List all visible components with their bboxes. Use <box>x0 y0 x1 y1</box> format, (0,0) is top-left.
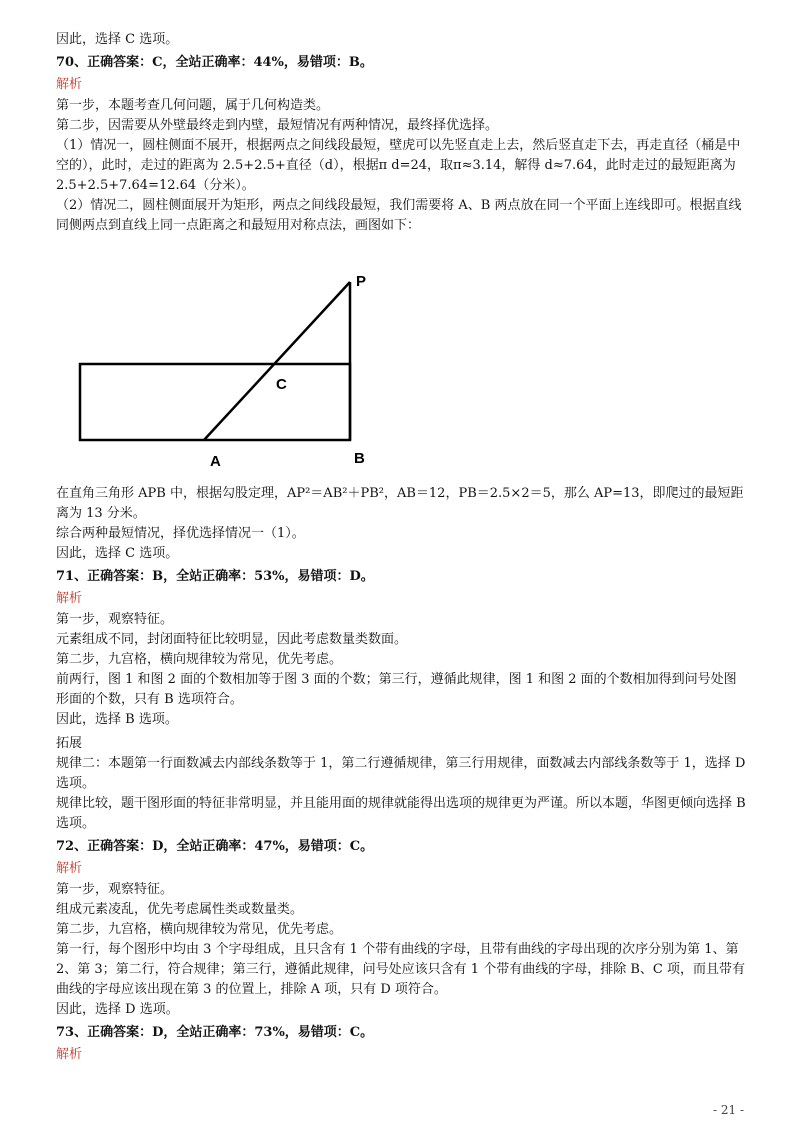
analysis-heading: 解析 <box>56 861 83 876</box>
analysis-heading: 解析 <box>56 591 83 606</box>
text-line: （2）情况二，圆柱侧面展开为矩形，两点之间线段最短，我们需要将 A、B 两点放在同一个平面上连线即可。根据直线同侧两点到直线上同一点距离之和最短用对称点法，画图如下： <box>56 198 742 233</box>
text-line: 第二步，九宫格，横向规律较为常见，优先考虑。 <box>56 652 343 667</box>
text-line: 元素组成不同，封闭面特征比较明显，因此考虑数量类数面。 <box>56 632 408 647</box>
answer-line-71: 71、正确答案：B，全站正确率：53%，易错项：D。 <box>56 569 374 584</box>
geometry-figure <box>70 268 380 478</box>
label-b: B <box>354 450 365 467</box>
text-line: 第二步，九宫格，横向规律较为常见，优先考虑。 <box>56 922 343 937</box>
segment-ap <box>204 282 350 440</box>
extension-heading: 拓展 <box>56 736 83 751</box>
text-line: 规律比较，题干图形面的特征非常明显，并且能用面的规律就能得出选项的规律更为严谨。所以本题，华图更倾向选择 B 选项。 <box>56 796 746 831</box>
answer-line-73: 73、正确答案：D，全站正确率：73%，易错项：C。 <box>56 1025 374 1040</box>
text-line: 第一行，每个图形中均由 3 个字母组成，且只含有 1 个带有曲线的字母，且带有曲线的字母出现的次序分别为第 1、第 2、第 3；第二行，符合规律；第三行，遵循此规律，问号处应该只含有 1 个带有曲线的字母，排除 B、C 项，而且带有曲线的字母应该出现在第 3 的位置上，排除 A 项，只有 D 项符合。 <box>56 942 745 997</box>
text-line: 组成元素凌乱，优先考虑属性类或数量类。 <box>56 902 304 917</box>
text-line: 在直角三角形 APB 中，根据勾股定理，AP²＝AB²＋PB²，AB＝12，PB＝2.5×2＝5，那么 AP=13，即爬过的最短距离为 13 分米。 <box>56 486 744 521</box>
label-c: C <box>276 376 287 393</box>
label-p: P <box>356 273 367 290</box>
text-line: 因此，选择 C 选项。 <box>56 546 179 561</box>
label-a: A <box>210 453 221 470</box>
text-line: 第一步，本题考查几何问题，属于几何构造类。 <box>56 98 330 113</box>
page-number: - 21 - <box>712 1103 744 1117</box>
answer-line-72: 72、正确答案：D，全站正确率：47%，易错项：C。 <box>56 839 374 854</box>
analysis-heading: 解析 <box>56 1047 83 1062</box>
text-line: 综合两种最短情况，择优选择情况一（1）。 <box>56 526 305 541</box>
text-line: 第二步，因需要从外壁最终走到内壁，最短情况有两种情况，最终择优选择。 <box>56 118 499 133</box>
text-line: （1）情况一，圆柱侧面不展开，根据两点之间线段最短，壁虎可以先竖直走上去，然后竖直走下去，再走直径（桶是中空的），此时，走过的距离为 2.5+2.5+直径（d），根据π d=24，取π≈3.14，解得 d≈7.64，此时走过的最短距离为 2.5+2.5+7.64=12.64（分米）。 <box>56 138 741 193</box>
text-line: 规律二：本题第一行面数减去内部线条数等于 1，第二行遵循规律，第三行用规律，面数减去内部线条数等于 1，选择 D 选项。 <box>56 756 746 791</box>
analysis-heading: 解析 <box>56 77 83 92</box>
document-body <box>56 30 746 1066</box>
text-line: 因此，选择 B 选项。 <box>56 712 178 727</box>
text-line: 因此，选择 D 选项。 <box>56 1002 179 1017</box>
text-line: 前两行，图 1 和图 2 面的个数相加等于图 3 面的个数；第三行，遵循此规律，图 1 和图 2 面的个数相加得到问号处图形面的个数，只有 B 选项符合。 <box>56 672 737 707</box>
text-line: 因此，选择 C 选项。 <box>56 32 179 47</box>
text-line: 第一步，观察特征。 <box>56 612 174 627</box>
text-line: 第一步，观察特征。 <box>56 882 174 897</box>
answer-line-70: 70、正确答案：C，全站正确率：44%，易错项：B。 <box>56 55 373 70</box>
